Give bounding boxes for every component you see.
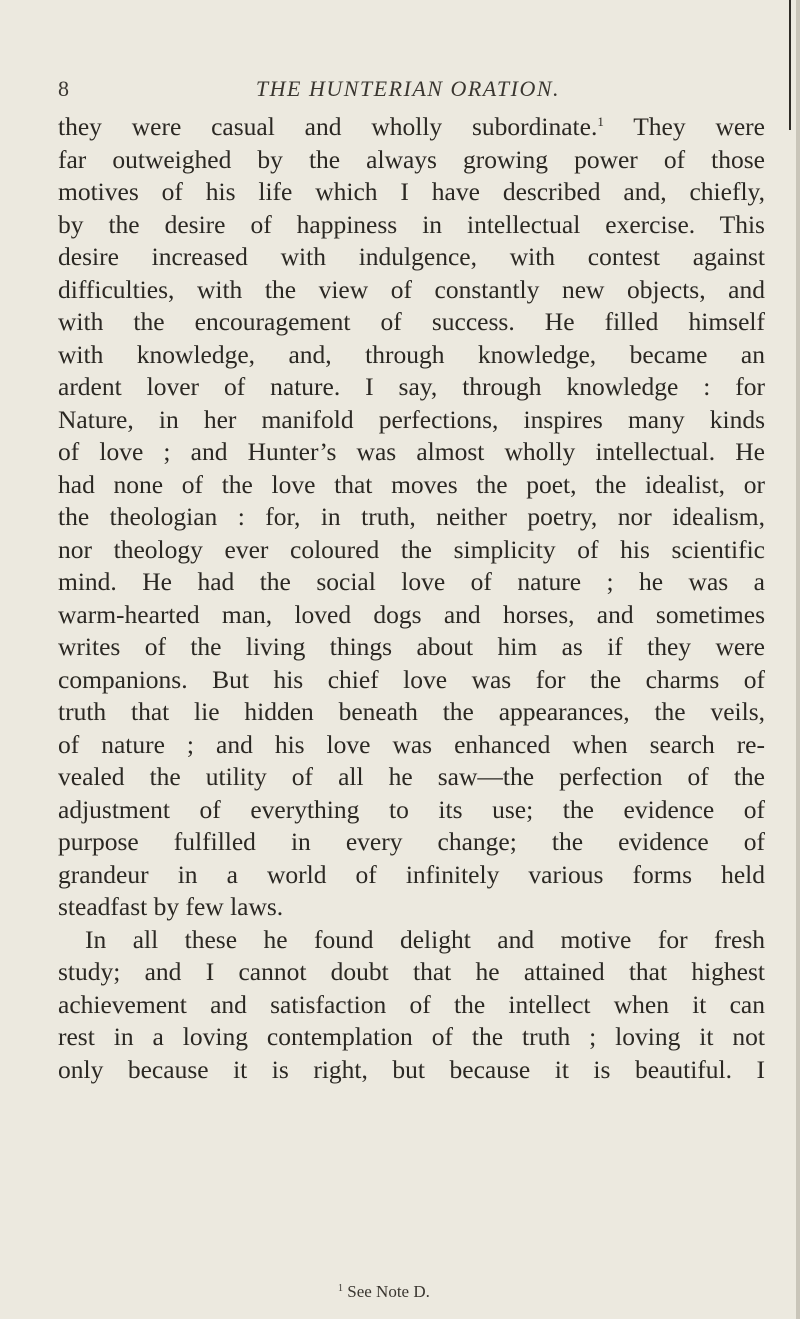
text-line: difficulties, with the view of constantly new objects, and xyxy=(58,274,765,304)
text-line: truth that lie hidden beneath the appearances, the veils, xyxy=(58,697,765,726)
page-number: 8 xyxy=(58,76,69,101)
page-header xyxy=(58,76,758,106)
text-line: companions. But his chief love was for the charms of xyxy=(58,664,765,694)
text-line: rest in a loving contemplation of the truth ; loving it not xyxy=(58,1022,765,1051)
text-line: had none of the love that moves the poet, the idealist, or xyxy=(58,469,765,499)
running-head: THE HUNTERIAN ORATION. xyxy=(255,76,561,101)
text-line: with the encouragement of success. He filled himself xyxy=(58,307,765,336)
paragraph-start-line: In all these he found delight and motive for fresh xyxy=(85,924,765,954)
text-line: mind. He had the social love of nature ; he was a xyxy=(58,567,765,596)
text-line: of nature ; and his love was enhanced when search re- xyxy=(58,729,765,759)
text-line: motives of his life which I have described and, chiefly, xyxy=(58,177,765,206)
text-line: writes of the living things about him as if they were xyxy=(58,632,765,661)
text-line: by the desire of happiness in intellectual exercise. This xyxy=(58,209,765,239)
footnote-marker: 1 xyxy=(597,114,604,129)
text-line: they were casual and wholly subordinate.$^1$ They were xyxy=(58,112,765,141)
footnote-text: See Note D. xyxy=(347,1282,430,1301)
text-line: Nature, in her manifold perfections, inspires many kinds xyxy=(58,404,765,434)
text-line: desire increased with indulgence, with contest against xyxy=(58,242,765,271)
text-line: far outweighed by the always growing power of those xyxy=(58,144,765,174)
footnote xyxy=(338,1282,430,1302)
text-line: ardent lover of nature. I say, through knowledge : for xyxy=(58,372,765,401)
paragraph-end-line: steadfast by few laws. xyxy=(58,892,284,921)
text-line: nor theology ever coloured the simplicity of his scientific xyxy=(58,534,765,564)
text-line: adjustment of everything to its use; the evidence of xyxy=(58,794,765,824)
text-line: grandeur in a world of infinitely various forms held xyxy=(58,859,765,889)
text-line: with knowledge, and, through knowledge, became an xyxy=(58,339,765,369)
page-edge xyxy=(796,0,800,1319)
text-line: vealed the utility of all he saw—the perfection of the xyxy=(58,762,765,791)
footnote-marker: 1 xyxy=(338,1283,343,1294)
body-text xyxy=(58,111,765,1086)
text-line: achievement and satisfaction of the intellect when it can xyxy=(58,989,765,1019)
text-line: warm-hearted man, loved dogs and horses, and sometimes xyxy=(58,599,765,629)
text-line: of love ; and Hunter’s was almost wholly intellectual. He xyxy=(58,437,765,466)
text-line: the theologian : for, in truth, neither poetry, nor idealism, xyxy=(58,502,765,531)
text-line: only because it is right, but because it is beautiful. I xyxy=(58,1054,765,1084)
text-line: study; and I cannot doubt that he attained that highest xyxy=(58,957,765,986)
text-line: purpose fulfilled in every change; the evidence of xyxy=(58,827,765,856)
binding-line xyxy=(789,0,791,130)
